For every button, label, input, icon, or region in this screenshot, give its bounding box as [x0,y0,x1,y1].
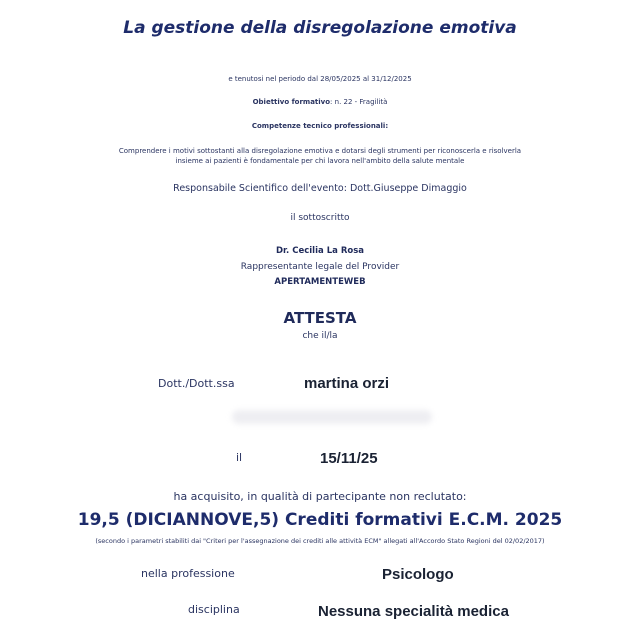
provider-name: APERTAMENTEWEB [274,277,366,287]
that-text: che il/la [302,331,338,341]
profession-value: Psicologo [382,566,454,583]
skills-line-2: insieme ai pazienti è fondamentale per chi lavora nell'ambito della salute mentale [175,157,465,165]
attests-heading: ATTESTA [283,309,357,327]
discipline-label: disciplina [188,603,240,616]
event-period: e tenutosi nel periodo dal 28/05/2025 al 31/12/2025 [228,75,412,83]
redacted-field [232,410,432,424]
criteria-note: (secondo i parametri stabiliti dai "Criteri per l'assegnazione dei crediti alle attività ECM" allegati all'Accordo Stato Regioni del 02/02/2017) [95,537,545,545]
signer-name: Dr. Cecilia La Rosa [276,246,364,256]
credits-earned: 19,5 (DICIANNOVE,5) Crediti formativi E.C.M. 2025 [77,510,563,530]
discipline-value: Nessuna specialità medica [318,603,509,620]
scientific-lead: Responsabile Scientifico dell'evento: Dott.Giuseppe Dimaggio [173,183,467,194]
skills-description [0,146,640,166]
acquired-text: ha acquisito, in qualità di partecipante non reclutato: [173,490,467,503]
training-objective [0,98,640,106]
objective-label: Obiettivo formativo [252,98,331,106]
skills-heading: Competenze tecnico professionali: [251,122,389,130]
undersigned-text: il sottoscritto [290,213,350,223]
course-title: La gestione della disregolazione emotiva [123,18,517,38]
date-value: 15/11/25 [320,450,378,467]
signer-role: Rappresentante legale del Provider [240,262,400,272]
profession-label: nella professione [141,567,235,580]
participant-label: Dott./Dott.ssa [158,377,235,390]
participant-name: martina orzi [304,375,390,392]
skills-line-1: Comprendere i motivi sottostanti alla disregolazione emotiva e dotarsi degli strumenti per riconoscerla e risolverla [118,147,522,155]
date-label: il [236,451,243,464]
objective-value: : n. 22 - Fragilità [330,98,388,106]
